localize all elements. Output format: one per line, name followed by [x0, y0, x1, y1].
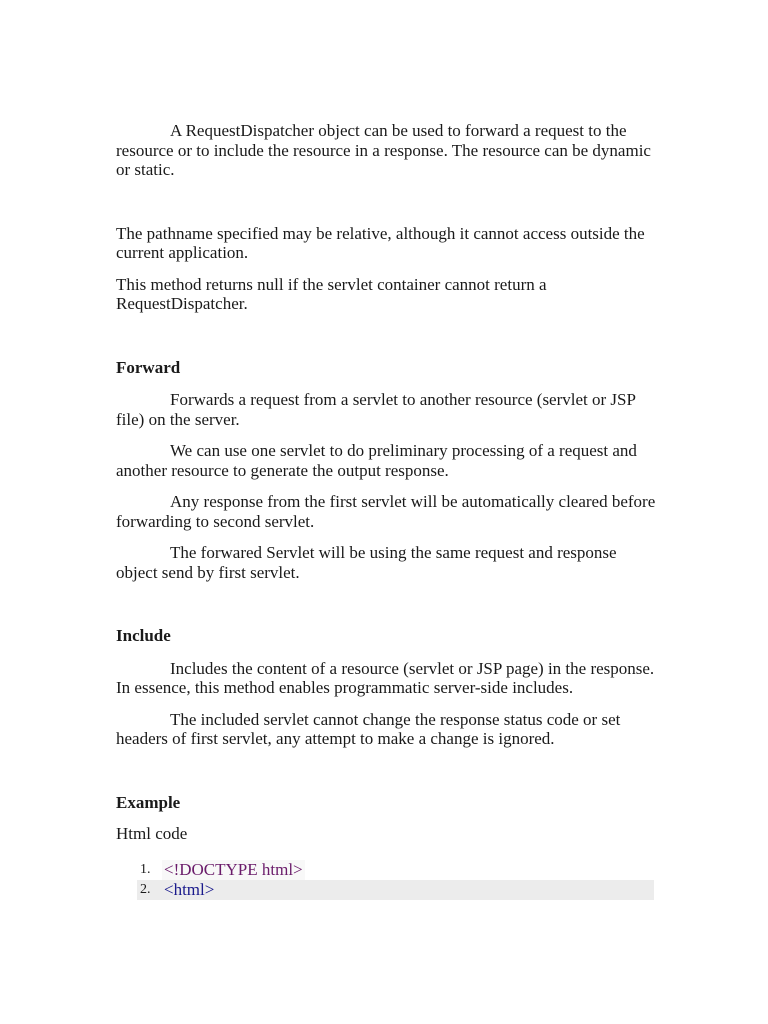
code-listing: [116, 860, 656, 900]
forward-paragraph-3: Any response from the first servlet will be automatically cleared before forwarding to second servlet.: [116, 492, 656, 531]
example-heading: Example: [116, 792, 181, 812]
example-subheading: Html code: [116, 824, 188, 843]
include-paragraph-1: Includes the content of a resource (servlet or JSP page) in the response. In essence, this method enables programmatic server-side includes.: [116, 658, 655, 697]
include-heading: Include: [116, 626, 171, 645]
forward-heading: Forward: [116, 357, 181, 377]
forward-paragraph-2: We can use one servlet to do preliminary processing of a request and another resource to generate the output response.: [116, 441, 637, 480]
include-paragraph-2: The included servlet cannot change the response status code or set headers of first servlet, any attempt to make a change is ignored.: [116, 709, 621, 748]
intro-paragraph-3: This method returns null if the servlet container cannot return a RequestDispatcher.: [116, 274, 547, 313]
intro-paragraph-2: The pathname specified may be relative, although it cannot access outside the current application.: [116, 223, 645, 262]
code-line-number: 1.: [140, 861, 151, 877]
code-line-text: <html>: [164, 879, 215, 899]
code-line-number: 2.: [140, 881, 151, 897]
document-page: [116, 121, 656, 900]
forward-paragraph-1: Forwards a request from a servlet to another resource (servlet or JSP file) on the server.: [116, 390, 636, 429]
code-line: [116, 860, 656, 880]
intro-paragraph-1: A RequestDispatcher object can be used to forward a request to the resource or to include the resource in a response. The resource can be dynamic or static.: [116, 121, 651, 179]
forward-paragraph-4: The forwared Servlet will be using the same request and response object send by first servlet.: [116, 543, 617, 582]
code-line-text: <!DOCTYPE html>: [164, 859, 303, 879]
code-line: [137, 880, 654, 900]
